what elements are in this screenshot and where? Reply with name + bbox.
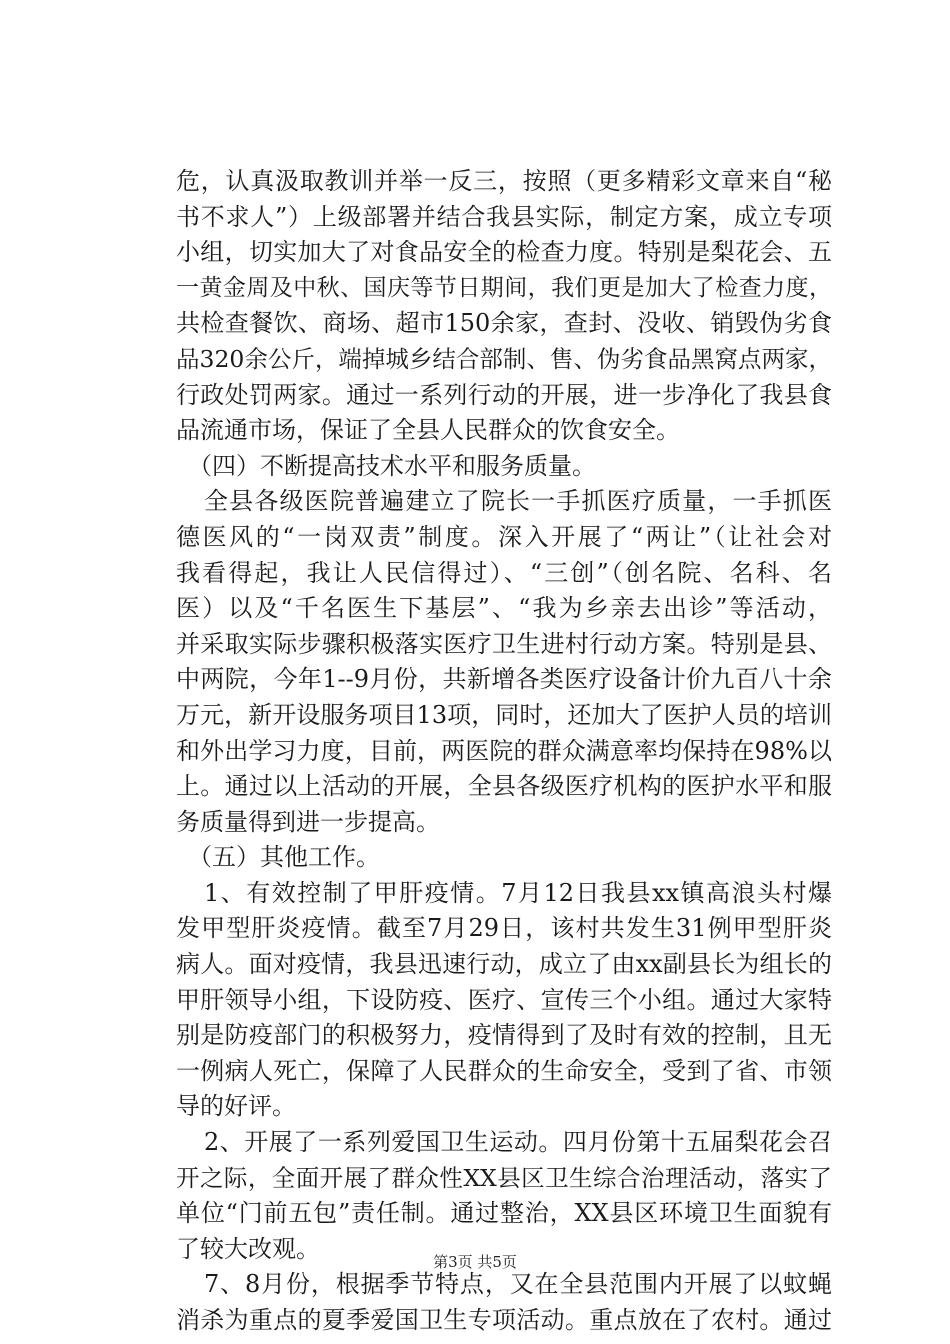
text-line: 别是防疫部门的积极努力，疫情得到了及时有效的控制，且无 [176,1021,832,1050]
body-text [176,164,832,1339]
text-line: 行政处罚两家。通过一系列行动的开展，进一步净化了我县食 [176,380,832,409]
text-line: 全县各级医院普遍建立了院长一手抓医疗质量，一手抓医 [204,487,832,516]
text-line: 一例病人死亡，保障了人民群众的生命安全，受到了省、市领 [176,1056,832,1085]
text-line: 德医风的“一岗双责”制度。深入开展了“两让”（让社会对 [176,522,832,551]
text-line: 品流通市场，保证了全县人民群众的饮食安全。 [176,416,680,445]
text-line: 万元，新开设服务项目13项，同时，还加大了医护人员的培训 [176,700,832,729]
text-line: 小组，切实加大了对食品安全的检查力度。特别是梨花会、五 [176,238,832,267]
text-line: 导的好评。 [176,1092,296,1121]
text-line: 和外出学习力度，目前，两医院的群众满意率均保持在98%以 [176,736,832,765]
text-line: 并采取实际步骤积极落实医疗卫生进村行动方案。特别是县、 [176,629,832,658]
text-line: 品320余公斤，端掉城乡结合部制、售、伪劣食品黑窝点两家， [176,344,832,373]
text-line: （四）不断提高技术水平和服务质量。 [188,451,596,480]
text-line: 共检查餐饮、商场、超市150余家，查封、没收、销毁伪劣食 [176,309,832,338]
text-line: 务质量得到进一步提高。 [176,807,440,836]
text-line: 2、开展了一系列爱国卫生运动。四月份第十五届梨花会召 [204,1128,832,1157]
text-line: 危，认真汲取教训并举一反三，按照（更多精彩文章来自“秘 [176,167,832,195]
text-line: 甲肝领导小组，下设防疫、医疗、宣传三个小组。通过大家特 [176,985,832,1014]
text-line: 中两院，今年1--9月份，共新增各类医疗设备计价九百八十余 [176,665,832,694]
text-line: 上。通过以上活动的开展，全县各级医疗机构的医护水平和服 [176,772,832,801]
text-line: 发甲型肝炎疫情。截至7月29日，该村共发生31例甲型肝炎 [176,914,832,943]
text-line: 一黄金周及中秋、国庆等节日期间，我们更是加大了检查力度， [176,274,832,301]
text-line: 单位“门前五包”责任制。通过整治，XX县区环境卫生面貌有 [176,1199,832,1228]
text-line: 医）以及“千名医生下基层”、“我为乡亲去出诊”等活动， [176,594,832,623]
text-line: 了较大改观。 [176,1234,320,1263]
text-line: 消杀为重点的夏季爱国卫生专项活动。重点放在了农村。通过 [176,1306,832,1334]
text-line: 7、8月份，根据季节特点，又在全县范围内开展了以蚊蝇 [204,1270,832,1299]
text-line: 1、有效控制了甲肝疫情。7月12日我县xx镇高浪头村爆 [204,878,832,907]
text-line: 书不求人”）上级部署并结合我县实际，制定方案，成立专项 [176,202,832,231]
text-line: （五）其他工作。 [188,843,380,872]
text-line: 病人。面对疫情，我县迅速行动，成立了由xx副县长为组长的 [176,950,832,979]
page-footer: 第3页 共5页 [433,1253,517,1271]
text-line: 我看得起，我让人民信得过）、“三创”（创名院、名科、名 [176,558,832,587]
text-line: 开之际，全面开展了群众性XX县区卫生综合治理活动，落实了 [176,1163,832,1192]
